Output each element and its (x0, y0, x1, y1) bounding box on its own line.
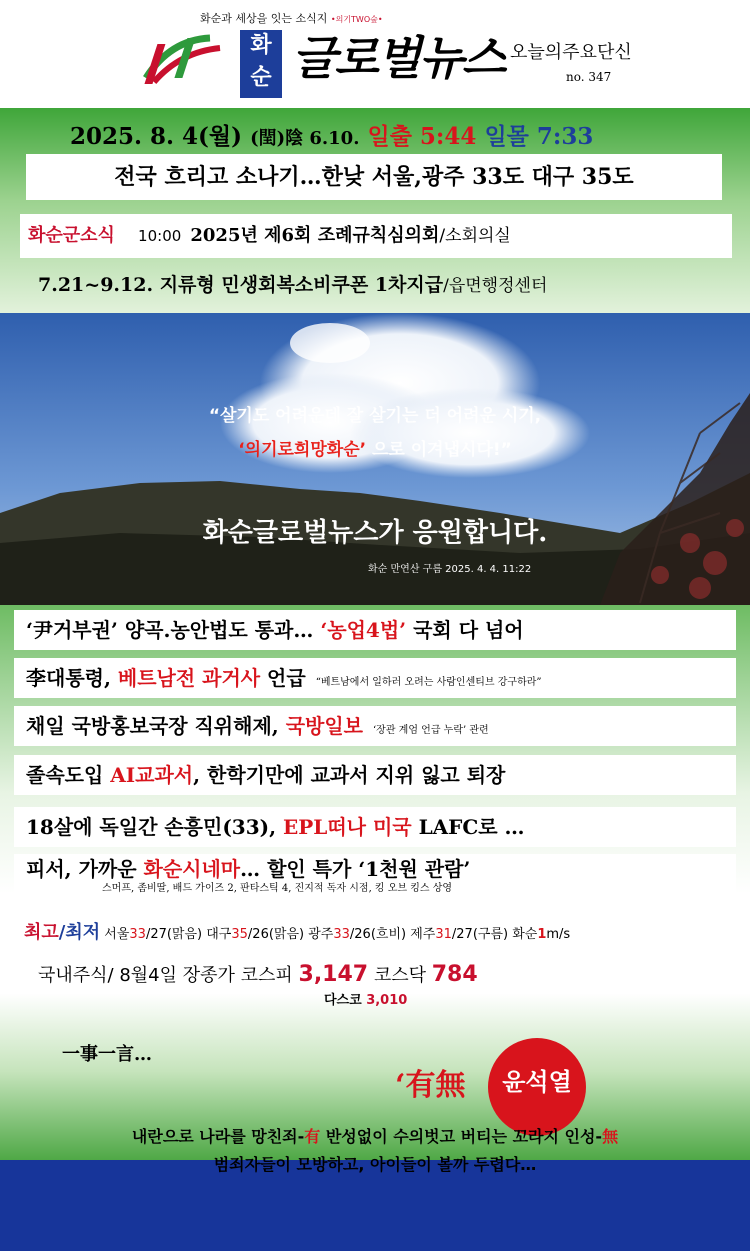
news-item (14, 610, 736, 650)
weather-daegu-high: 35 (231, 927, 248, 942)
issue-number: no. 347 (566, 70, 612, 84)
tagline-small: •의기TWO숲• (330, 15, 383, 24)
news-text: 졸속도입 (26, 763, 111, 787)
local-news-tag: 화순군소식 (28, 225, 115, 246)
news-text-end: , 한학기만에 교과서 지위 잃고 퇴장 (193, 763, 506, 787)
coupon-text: 7.21~9.12. 지류형 민생회복소비쿠폰 1차지급 (38, 274, 444, 296)
photo-quote-line1: “살기도 어려운데 잘 살기는 더 어려운 시기, (208, 406, 542, 426)
news-highlight: 국방일보 (285, 714, 363, 738)
one-word-title: 一事一言… (62, 1044, 152, 1065)
news-item (14, 706, 736, 746)
kosdaq-label: 코스닥 (368, 965, 432, 986)
weather-gwangju: /26(맑음) 광주 (247, 927, 334, 942)
local-news-time: 10:00 (138, 227, 182, 245)
news-text-end: 국회 다 넘어 (406, 618, 524, 642)
kospi-value: 3,147 (298, 962, 369, 987)
news-highlight: AI교과서 (110, 763, 194, 787)
coupon-line (38, 270, 547, 297)
news-text-end: LAFC로 … (411, 815, 525, 839)
news-note: ‘장관 계엄 언급 누락’ 관련 (372, 725, 489, 736)
cinema-lineup: 스머프, 좀비딸, 배드 가이즈 2, 판타스틱 4, 진지적 독자 시점, 킹 오브 킹스 상영 (102, 883, 453, 894)
weather-seoul: 서울 (100, 927, 130, 942)
weather-hwasun-wind: 1 (537, 927, 547, 942)
weather-jeju: /26(흐비) 제주 (349, 927, 436, 942)
weather-headline: 전국 흐리고 소나기…한낮 서울,광주 33도 대구 35도 (26, 154, 722, 200)
news-text-end: 언급 (260, 666, 306, 690)
news-item (14, 854, 736, 904)
news-item (14, 658, 736, 698)
yumu-open: ‘有無 (395, 1068, 466, 1103)
photo-quote-line2 (0, 435, 750, 460)
closing-line2: 범죄자들이 모방하고, 아이들이 볼까 두렵다… (213, 1155, 537, 1174)
news-text: 피서, 가까운 (26, 857, 144, 881)
weather-wind-unit: m/s (546, 927, 571, 942)
weather-line (24, 918, 570, 944)
digest-title: 오늘의주요단신 (510, 42, 632, 63)
news-text-end: … 할인 특가 ‘1천원 관람’ (240, 857, 471, 881)
dascore-value: 3,010 (366, 993, 408, 1008)
coupon-place: /읍면행정센터 (443, 276, 548, 296)
date: 2025. 8. 4(월) (70, 123, 243, 150)
dascore-label: 다스코 (324, 993, 367, 1008)
weather-label-slash: / (58, 922, 66, 943)
closing-line1 (0, 1124, 750, 1147)
kosdaq-value: 784 (431, 962, 478, 987)
hh-logo-icon (140, 30, 226, 90)
closing-line1-pre: 내란으로 나라를 망친죄- (131, 1127, 305, 1146)
news-item (14, 755, 736, 795)
photo-caption: 화순 만연산 구름 2025. 4. 4. 11:22 (368, 564, 532, 575)
tagline-text: 화순과 세상을 잇는 소식지 (200, 12, 328, 25)
news-highlight: 화순시네마 (143, 857, 241, 881)
logo-box (240, 30, 282, 98)
news-item (14, 807, 736, 847)
news-highlight: EPL떠나 미국 (283, 815, 412, 839)
weather-gwangju-high: 33 (333, 927, 350, 942)
weather-jeju-high: 31 (435, 927, 452, 942)
local-news-place: /소회의실 (439, 226, 511, 246)
sunrise: 일출 5:44 (367, 123, 477, 150)
logo-box-bottom: 순 (250, 65, 272, 90)
news-text: 李대통령, (26, 666, 118, 690)
lunar-date: (閏)陰 6.10. (250, 128, 360, 149)
photo-quote-highlight: ‘의기로희망화순’ (238, 440, 367, 460)
local-news-event: 2025년 제6회 조례규칙심의회 (190, 225, 440, 246)
weather-label-high: 최고 (24, 922, 59, 943)
weather-label-low: 최저 (65, 922, 101, 943)
logo-script: 글로벌뉴스 (292, 31, 505, 85)
weather-hwasun: /27(구름) 화순 (451, 927, 538, 942)
sunset: 일몰 7:33 (484, 123, 594, 150)
yumu-name: 윤석열 (502, 1068, 572, 1096)
dascore-line (324, 989, 407, 1008)
stock-label: 국내주식/ 8월4일 장종가 코스피 (38, 965, 299, 986)
news-text: 채일 국방홍보국장 직위해제, (26, 714, 286, 738)
news-text: 18살에 독일간 손흥민(33), (26, 815, 284, 839)
news-highlight: 베트남전 과거사 (117, 666, 261, 690)
weather-daegu: /27(맑음) 대구 (145, 927, 232, 942)
news-highlight: ‘농업4법’ (320, 618, 407, 642)
closing-line1-mid: 반성없이 수의벗고 버티는 꼬라지 인성- (320, 1127, 603, 1146)
stock-box (26, 957, 726, 993)
news-text: ‘尹거부권’ 양곡.농안법도 통과… (26, 618, 321, 642)
logo-box-top: 화 (250, 33, 272, 58)
closing-mu: 無 (602, 1127, 619, 1146)
photo-quote-rest: 으로 이겨냅시다!” (366, 440, 512, 460)
yumu-close: ’ (573, 1068, 584, 1103)
support-message: 화순글로벌뉴스가 응원합니다. (202, 518, 548, 548)
weather-seoul-high: 33 (129, 927, 146, 942)
news-note: “베트남에서 일하러 오려는 사람인센티브 강구하라” (315, 677, 542, 688)
date-line (70, 118, 593, 151)
local-news-box (20, 214, 732, 258)
closing-yu: 有 (304, 1127, 321, 1146)
